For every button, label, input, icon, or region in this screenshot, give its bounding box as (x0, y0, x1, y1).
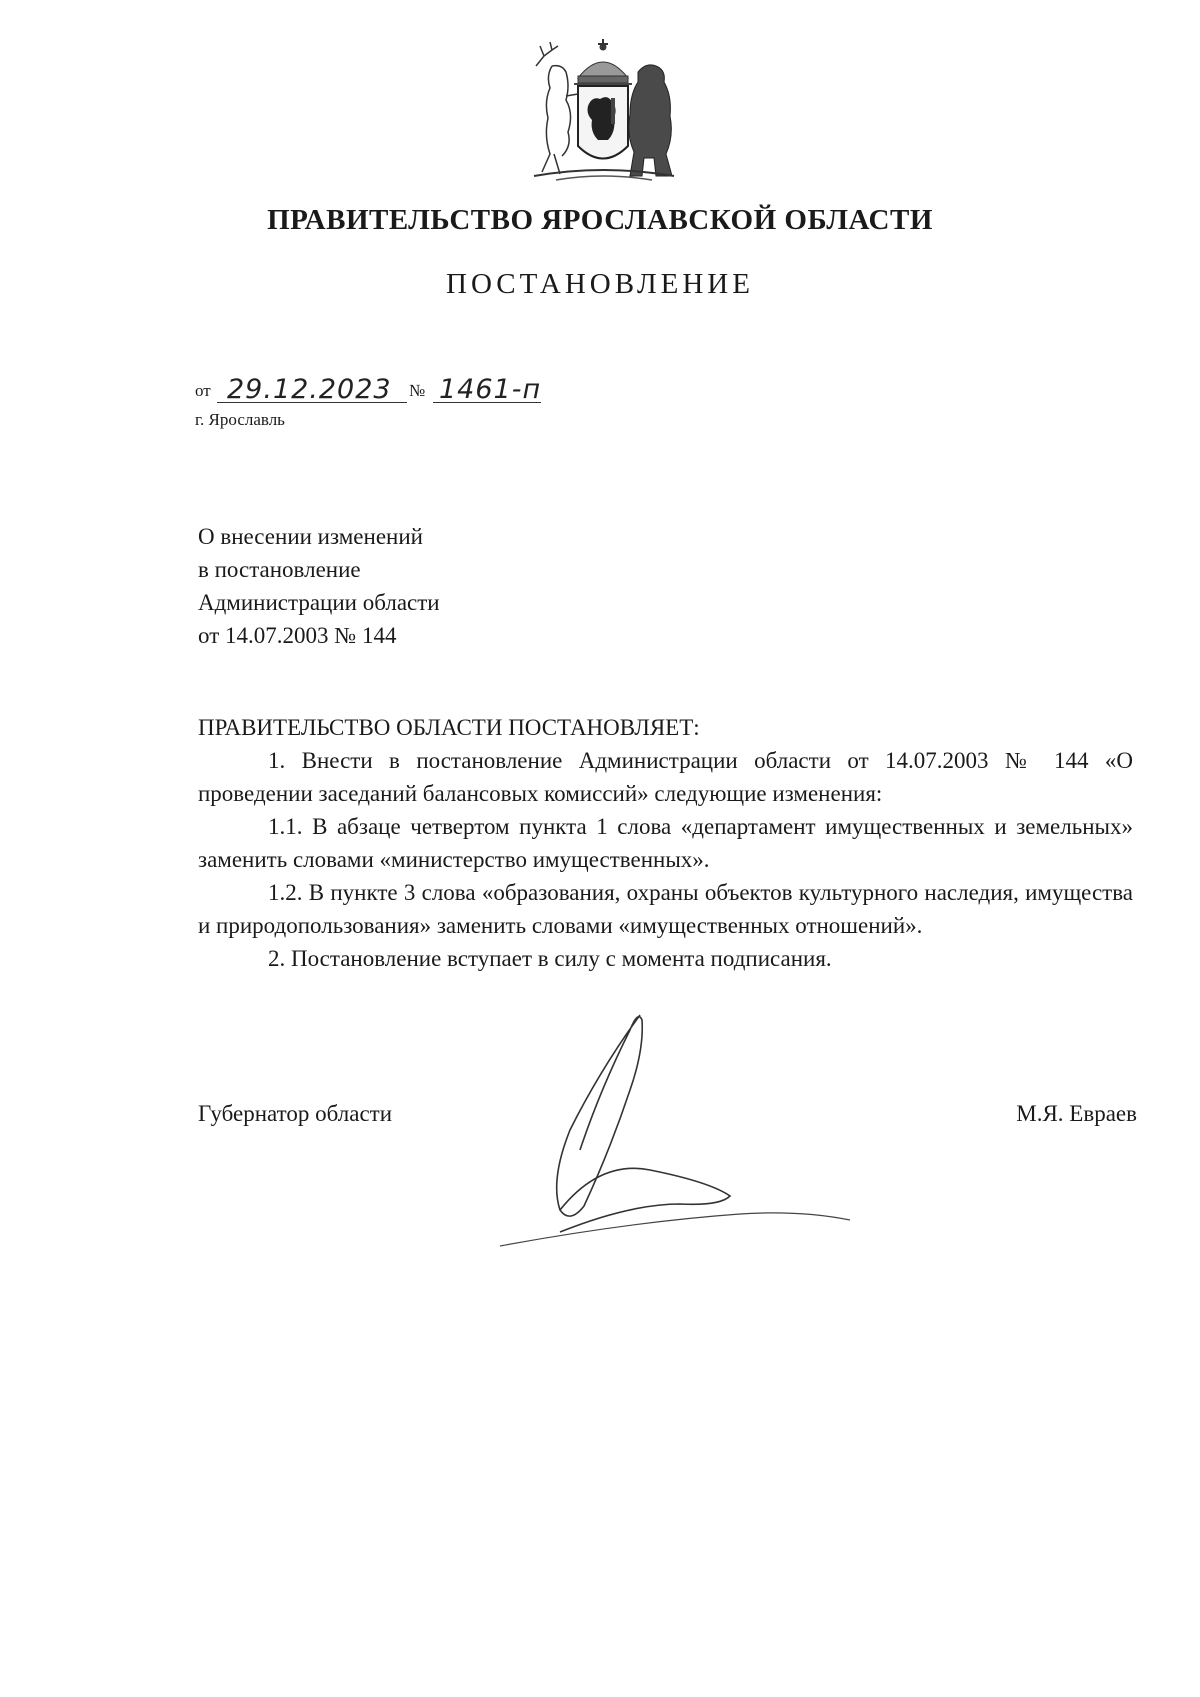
city: г. Ярославль (195, 410, 285, 429)
coat-of-arms-icon (526, 36, 680, 184)
number-prefix: № (409, 381, 426, 400)
document-subject (198, 520, 440, 652)
paragraph: 1.1. В абзаце четвертом пункта 1 слова «департамент имущественных и земельных» заменить словами «министерство имущественных». (198, 814, 1133, 872)
paragraph: 2. Постановление вступает в силу с момента подписания. (268, 946, 832, 971)
number-value: 1461-п (439, 374, 542, 405)
paragraph: 1.2. В пункте 3 слова «образования, охраны объектов культурного наследия, имущества и природопользования» заменить словами «имущественных отношений». (198, 880, 1133, 938)
subject-line: О внесении изменений (198, 524, 423, 549)
preamble: ПРАВИТЕЛЬСТВО ОБЛАСТИ ПОСТАНОВЛЯЕТ: (198, 715, 700, 740)
signer-name: М.Я. Евраев (1016, 1101, 1137, 1126)
date-prefix: от (195, 381, 211, 400)
signer-position: Губернатор области (198, 1101, 393, 1126)
organization-title: ПРАВИТЕЛЬСТВО ЯРОСЛАВСКОЙ ОБЛАСТИ (267, 204, 933, 236)
subject-line: Администрации области (198, 590, 440, 615)
paragraph: 1. Внести в постановление Администрации области от 14.07.2003 № 144 «О проведении заседаний балансовых комиссий» следующие изменения: (198, 748, 1133, 806)
date-value: 29.12.2023 (227, 374, 392, 405)
document-body (198, 711, 1133, 975)
document-type: ПОСТАНОВЛЕНИЕ (446, 268, 754, 300)
registration-line (195, 365, 595, 405)
subject-line: от 14.07.2003 № 144 (198, 623, 397, 648)
subject-line: в постановление (198, 557, 361, 582)
handwritten-signature-icon (480, 1010, 900, 1250)
